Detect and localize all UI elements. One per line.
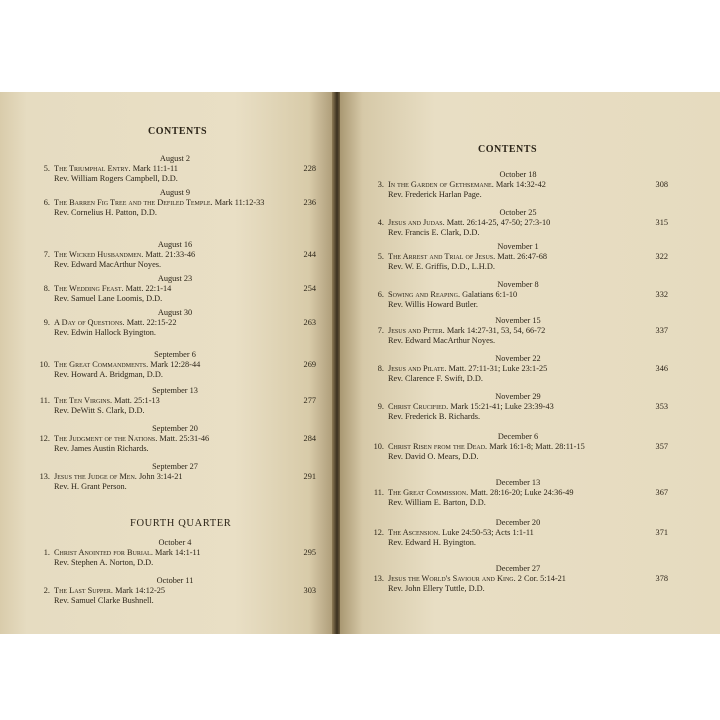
entry-date: August 2 <box>159 154 191 163</box>
scripture-reference: Mark 14:32-42 <box>495 180 546 189</box>
lesson-author: Rev. William Rogers Campbell, D.D. <box>54 174 178 183</box>
scripture-reference: Matt. 22:15-22 <box>126 318 177 327</box>
entry-date: October 4 <box>158 538 192 547</box>
page-number: 236 <box>303 198 316 207</box>
scripture-reference: Mark 14:27-31, 53, 54, 66-72 <box>446 326 546 335</box>
lesson-author: Rev. Samuel Clarke Bushnell. <box>54 596 154 605</box>
entry-date: November 29 <box>495 392 541 401</box>
entry-date: December 20 <box>495 518 541 527</box>
lesson-title: The Wicked Husbandmen. <box>54 250 144 259</box>
entry-date: December 27 <box>495 564 541 573</box>
entry-date: August 16 <box>157 240 193 249</box>
scripture-reference: Matt. 21:33-46 <box>145 250 196 259</box>
toc-entry <box>34 350 316 380</box>
left-page-header: CONTENTS <box>148 126 208 137</box>
scripture-reference: Matt. 22:1-14 <box>125 284 172 293</box>
lesson-title: Jesus the World's Saviour and King. <box>388 574 516 583</box>
toc-entry <box>368 316 668 346</box>
toc-entry <box>34 274 316 304</box>
lesson-author: Rev. H. Grant Person. <box>54 482 127 491</box>
lesson-author: Rev. Edward H. Byington. <box>388 538 476 547</box>
lesson-author: Rev. Stephen A. Norton, D.D. <box>54 558 154 567</box>
entry-line <box>34 198 316 208</box>
entry-date: August 23 <box>157 274 193 283</box>
entry-line <box>34 472 316 482</box>
entry-date: September 6 <box>154 350 196 359</box>
fourth-quarter-heading: FOURTH QUARTER <box>130 518 232 529</box>
entry-line <box>368 442 668 452</box>
scripture-reference: Matt. 25:1-13 <box>114 396 160 405</box>
entry-line <box>368 290 668 300</box>
page-number: 228 <box>303 164 316 173</box>
lesson-title: Jesus the Judge of Men. <box>54 472 137 481</box>
entry-date: September 20 <box>152 424 198 433</box>
lesson-title: The Great Commission. <box>388 488 469 497</box>
scripture-reference: Mark 11:1-11 <box>132 164 178 173</box>
toc-entry <box>368 170 668 200</box>
entry-date: August 30 <box>157 308 193 317</box>
scripture-reference: Matt. 28:16-20; Luke 24:36-49 <box>470 488 574 497</box>
lesson-author: Rev. John Ellery Tuttle, D.D. <box>388 584 485 593</box>
right-page <box>340 92 720 634</box>
lesson-author: Rev. Cornelius H. Patton, D.D. <box>54 208 157 217</box>
entry-line <box>34 164 316 174</box>
entry-line <box>368 574 668 584</box>
lesson-number: 9. <box>377 402 384 411</box>
page-number: 308 <box>655 180 668 189</box>
entry-line <box>34 284 316 294</box>
page-number: 353 <box>655 402 668 411</box>
lesson-number: 6. <box>377 290 384 299</box>
left-page <box>0 92 336 634</box>
lesson-title: Jesus and Peter. <box>388 326 445 335</box>
scripture-reference: Matt. 27:11-31; Luke 23:1-25 <box>448 364 548 373</box>
lesson-author: Rev. James Austin Richards. <box>54 444 149 453</box>
lesson-title: Christ Crucified. <box>388 402 449 411</box>
entry-date: November 15 <box>495 316 541 325</box>
page-number: 371 <box>655 528 668 537</box>
entry-line <box>368 252 668 262</box>
entry-line <box>34 548 316 558</box>
page-number: 254 <box>303 284 316 293</box>
lesson-title: The Ten Virgins. <box>54 396 113 405</box>
page-number: 291 <box>303 472 316 481</box>
lesson-number: 11. <box>373 488 384 497</box>
entry-date: September 13 <box>152 386 198 395</box>
entry-date: December 13 <box>495 478 541 487</box>
lesson-author: Rev. Edwin Hallock Byington. <box>54 328 157 337</box>
entry-line <box>34 586 316 596</box>
page-number: 244 <box>303 250 316 259</box>
toc-entry <box>368 564 668 594</box>
lesson-author: Rev. Edward MacArthur Noyes. <box>388 336 496 345</box>
lesson-title: The Triumphal Entry. <box>54 164 131 173</box>
page-number: 346 <box>655 364 668 373</box>
toc-entry <box>34 188 316 218</box>
lesson-number: 1. <box>43 548 50 557</box>
toc-entry <box>34 240 316 270</box>
entry-line <box>34 396 316 406</box>
scripture-reference: Mark 16:1-8; Matt. 28:11-15 <box>489 442 585 451</box>
scripture-reference: Mark 11:12-33 <box>214 198 265 207</box>
entry-line <box>34 250 316 260</box>
scripture-reference: Luke 24:50-53; Acts 1:1-11 <box>442 528 534 537</box>
page-number: 295 <box>303 548 316 557</box>
entry-line <box>368 402 668 412</box>
page-number: 378 <box>655 574 668 583</box>
entry-date: October 11 <box>156 576 194 585</box>
entry-date: November 22 <box>495 354 541 363</box>
toc-entry <box>34 462 316 492</box>
lesson-number: 9. <box>43 318 50 327</box>
lesson-number: 10. <box>373 442 384 451</box>
lesson-title: The Barren Fig Tree and the Defiled Temple. <box>54 198 213 207</box>
toc-entry <box>368 432 668 462</box>
toc-entry <box>34 576 316 606</box>
entry-line <box>34 434 316 444</box>
page-number: 332 <box>655 290 668 299</box>
lesson-title: The Last Supper. <box>54 586 113 595</box>
page-number: 284 <box>303 434 316 443</box>
lesson-title: Jesus and Judas. <box>388 218 445 227</box>
lesson-number: 8. <box>377 364 384 373</box>
page-number: 315 <box>655 218 668 227</box>
lesson-author: Rev. Willis Howard Butler. <box>388 300 479 309</box>
page-number: 269 <box>303 360 316 369</box>
lesson-title: The Wedding Feast. <box>54 284 124 293</box>
scripture-reference: Matt. 25:31-46 <box>159 434 210 443</box>
lesson-title: The Ascension. <box>388 528 441 537</box>
lesson-number: 2. <box>43 586 50 595</box>
entry-line <box>34 360 316 370</box>
page-number: 303 <box>303 586 316 595</box>
entry-date: December 6 <box>497 432 539 441</box>
page-number: 322 <box>655 252 668 261</box>
lesson-title: The Great Commandments. <box>54 360 149 369</box>
toc-entry <box>368 478 668 508</box>
entry-date: September 27 <box>152 462 198 471</box>
lesson-author: Rev. Frederick Harlan Page. <box>388 190 482 199</box>
page-number: 263 <box>303 318 316 327</box>
page-number: 357 <box>655 442 668 451</box>
scripture-reference: John 3:14-21 <box>138 472 183 481</box>
lesson-author: Rev. W. E. Griffis, D.D., L.H.D. <box>388 262 495 271</box>
scripture-reference: Mark 14:12-25 <box>115 586 166 595</box>
toc-entry <box>368 354 668 384</box>
toc-entry <box>368 242 668 272</box>
entry-line <box>368 364 668 374</box>
lesson-author: Rev. Clarence F. Swift, D.D. <box>388 374 483 383</box>
toc-entry <box>34 424 316 454</box>
lesson-author: Rev. DeWitt S. Clark, D.D. <box>54 406 145 415</box>
lesson-number: 7. <box>43 250 50 259</box>
lesson-title: A Day of Questions. <box>54 318 125 327</box>
entry-line <box>368 488 668 498</box>
lesson-title: The Arrest and Trial of Jesus. <box>388 252 496 261</box>
entry-line <box>368 528 668 538</box>
lesson-number: 8. <box>43 284 50 293</box>
scripture-reference: Galatians 6:1-10 <box>462 290 518 299</box>
lesson-number: 5. <box>43 164 50 173</box>
entry-line <box>34 318 316 328</box>
lesson-title: Christ Anointed for Burial. <box>54 548 153 557</box>
page-number: 277 <box>303 396 316 405</box>
lesson-author: Rev. Samuel Lane Loomis, D.D. <box>54 294 163 303</box>
lesson-number: 12. <box>373 528 384 537</box>
lesson-number: 13. <box>39 472 50 481</box>
entry-date: November 1 <box>497 242 539 251</box>
lesson-author: Rev. David O. Mears, D.D. <box>388 452 479 461</box>
toc-entry <box>368 518 668 548</box>
lesson-author: Rev. Edward MacArthur Noyes. <box>54 260 162 269</box>
open-book <box>0 92 720 634</box>
entry-line <box>368 326 668 336</box>
lesson-author: Rev. Francis E. Clark, D.D. <box>388 228 480 237</box>
entry-date: November 8 <box>497 280 539 289</box>
lesson-number: 6. <box>43 198 50 207</box>
lesson-number: 5. <box>377 252 384 261</box>
toc-entry <box>34 154 316 184</box>
scripture-reference: Matt. 26:14-25, 47-50; 27:3-10 <box>446 218 551 227</box>
lesson-number: 10. <box>39 360 50 369</box>
lesson-title: The Judgment of the Nations. <box>54 434 158 443</box>
lesson-number: 4. <box>377 218 384 227</box>
scripture-reference: Matt. 26:47-68 <box>497 252 548 261</box>
lesson-number: 3. <box>377 180 384 189</box>
scripture-reference: Mark 12:28-44 <box>150 360 201 369</box>
toc-entry <box>34 538 316 568</box>
entry-date: October 25 <box>499 208 537 217</box>
lesson-number: 13. <box>373 574 384 583</box>
lesson-title: In the Garden of Gethsemane. <box>388 180 494 189</box>
lesson-number: 7. <box>377 326 384 335</box>
scripture-reference: 2 Cor. 5:14-21 <box>517 574 566 583</box>
page-number: 337 <box>655 326 668 335</box>
toc-entry <box>34 308 316 338</box>
lesson-author: Rev. Howard A. Bridgman, D.D. <box>54 370 163 379</box>
entry-date: October 18 <box>499 170 537 179</box>
entry-date: August 9 <box>159 188 191 197</box>
lesson-author: Rev. William E. Barton, D.D. <box>388 498 486 507</box>
toc-entry <box>368 208 668 238</box>
right-page-header: CONTENTS <box>478 144 538 155</box>
lesson-title: Christ Risen from the Dead. <box>388 442 488 451</box>
lesson-title: Jesus and Pilate. <box>388 364 447 373</box>
page-number: 367 <box>655 488 668 497</box>
lesson-author: Rev. Frederick B. Richards. <box>388 412 481 421</box>
lesson-title: Sowing and Reaping. <box>388 290 461 299</box>
scripture-reference: Mark 15:21-41; Luke 23:39-43 <box>450 402 554 411</box>
lesson-number: 11. <box>39 396 50 405</box>
entry-line <box>368 180 668 190</box>
toc-entry <box>368 280 668 310</box>
scripture-reference: Mark 14:1-11 <box>154 548 201 557</box>
toc-entry <box>34 386 316 416</box>
entry-line <box>368 218 668 228</box>
toc-entry <box>368 392 668 422</box>
lesson-number: 12. <box>39 434 50 443</box>
